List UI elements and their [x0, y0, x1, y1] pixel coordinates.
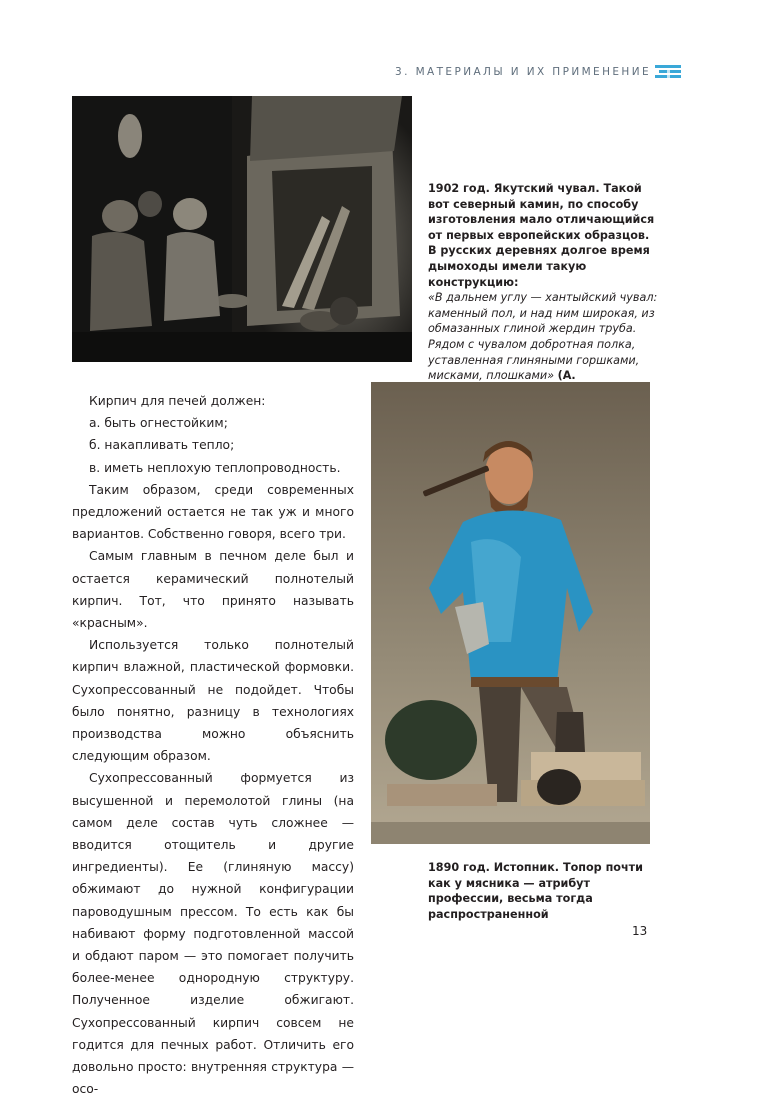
photo-caption-top: [428, 181, 658, 399]
section-marker-icon: [655, 62, 681, 80]
body-text: [72, 390, 354, 1101]
photo-stoker: [371, 382, 650, 844]
body-paragraph: Сухопрессованный формуется из высушенной и перемолотой глины (на самом деле состав чуть сложнее — вводится отощитель и другие ингредиенты). Ее (глиняную массу) обжимают до нужной конфигурации пароводушным прессом. То есть как бы набивают форму подготовленной массой и обдают паром — это помогает получить более-менее однородную структуру. Полученное изделие обжигают. Сухопрессованный кирпич совсем не годится для печных работ. Отличить его довольно просто: внутренняя структура — осо-: [72, 771, 354, 1097]
body-intro: Кирпич для печей должен:: [89, 394, 266, 408]
list-item: б. накапливать тепло;: [89, 438, 235, 453]
photo-caption-bottom: 1890 год. Истопник. Топор почти как у мясника — атрибут профессии, весьма тогда распространенной: [428, 861, 643, 921]
section-header: 3. МАТЕРИАЛЫ И ИХ ПРИМЕНЕНИЕ: [395, 66, 651, 78]
body-paragraph: Используется только полнотелый кирпич влажной, пластической формовки. Сухопрессованный не подойдет. Чтобы было понятно, разницу в технологиях производства можно объяснить следующим образом.: [72, 638, 354, 764]
caption-top-attribution: (А.: [557, 369, 576, 383]
list-item: в. иметь неплохую теплопроводность.: [89, 460, 341, 475]
caption-top-lead: 1902 год. Якутский чувал. Такой вот северный камин, по способу изготовления мало отличающийся от первых европейских образцов. В русских деревнях долгое время дымоходы имели такую конструкцию:: [428, 182, 655, 289]
body-paragraph: Таким образом, среди современных предложений остается не так уж и много вариантов. Собственно говоря, всего три.: [72, 482, 354, 542]
photo-yakut-chuval: [72, 96, 412, 362]
caption-top-quote: «В дальнем углу — хантыйский чувал: каменный пол, и над ним широкая, из обмазанных глиной жердин труба. Рядом с чувалом добротная полка, уставленная глиняными горшками, мисками, плошками»: [428, 291, 658, 383]
body-paragraph: Самым главным в печном деле был и остается керамический полнотелый кирпич. Тот, что принято называть «красным».: [72, 549, 354, 631]
page-number: 13: [632, 924, 648, 938]
list-item: а. быть огнестойким;: [89, 416, 228, 431]
